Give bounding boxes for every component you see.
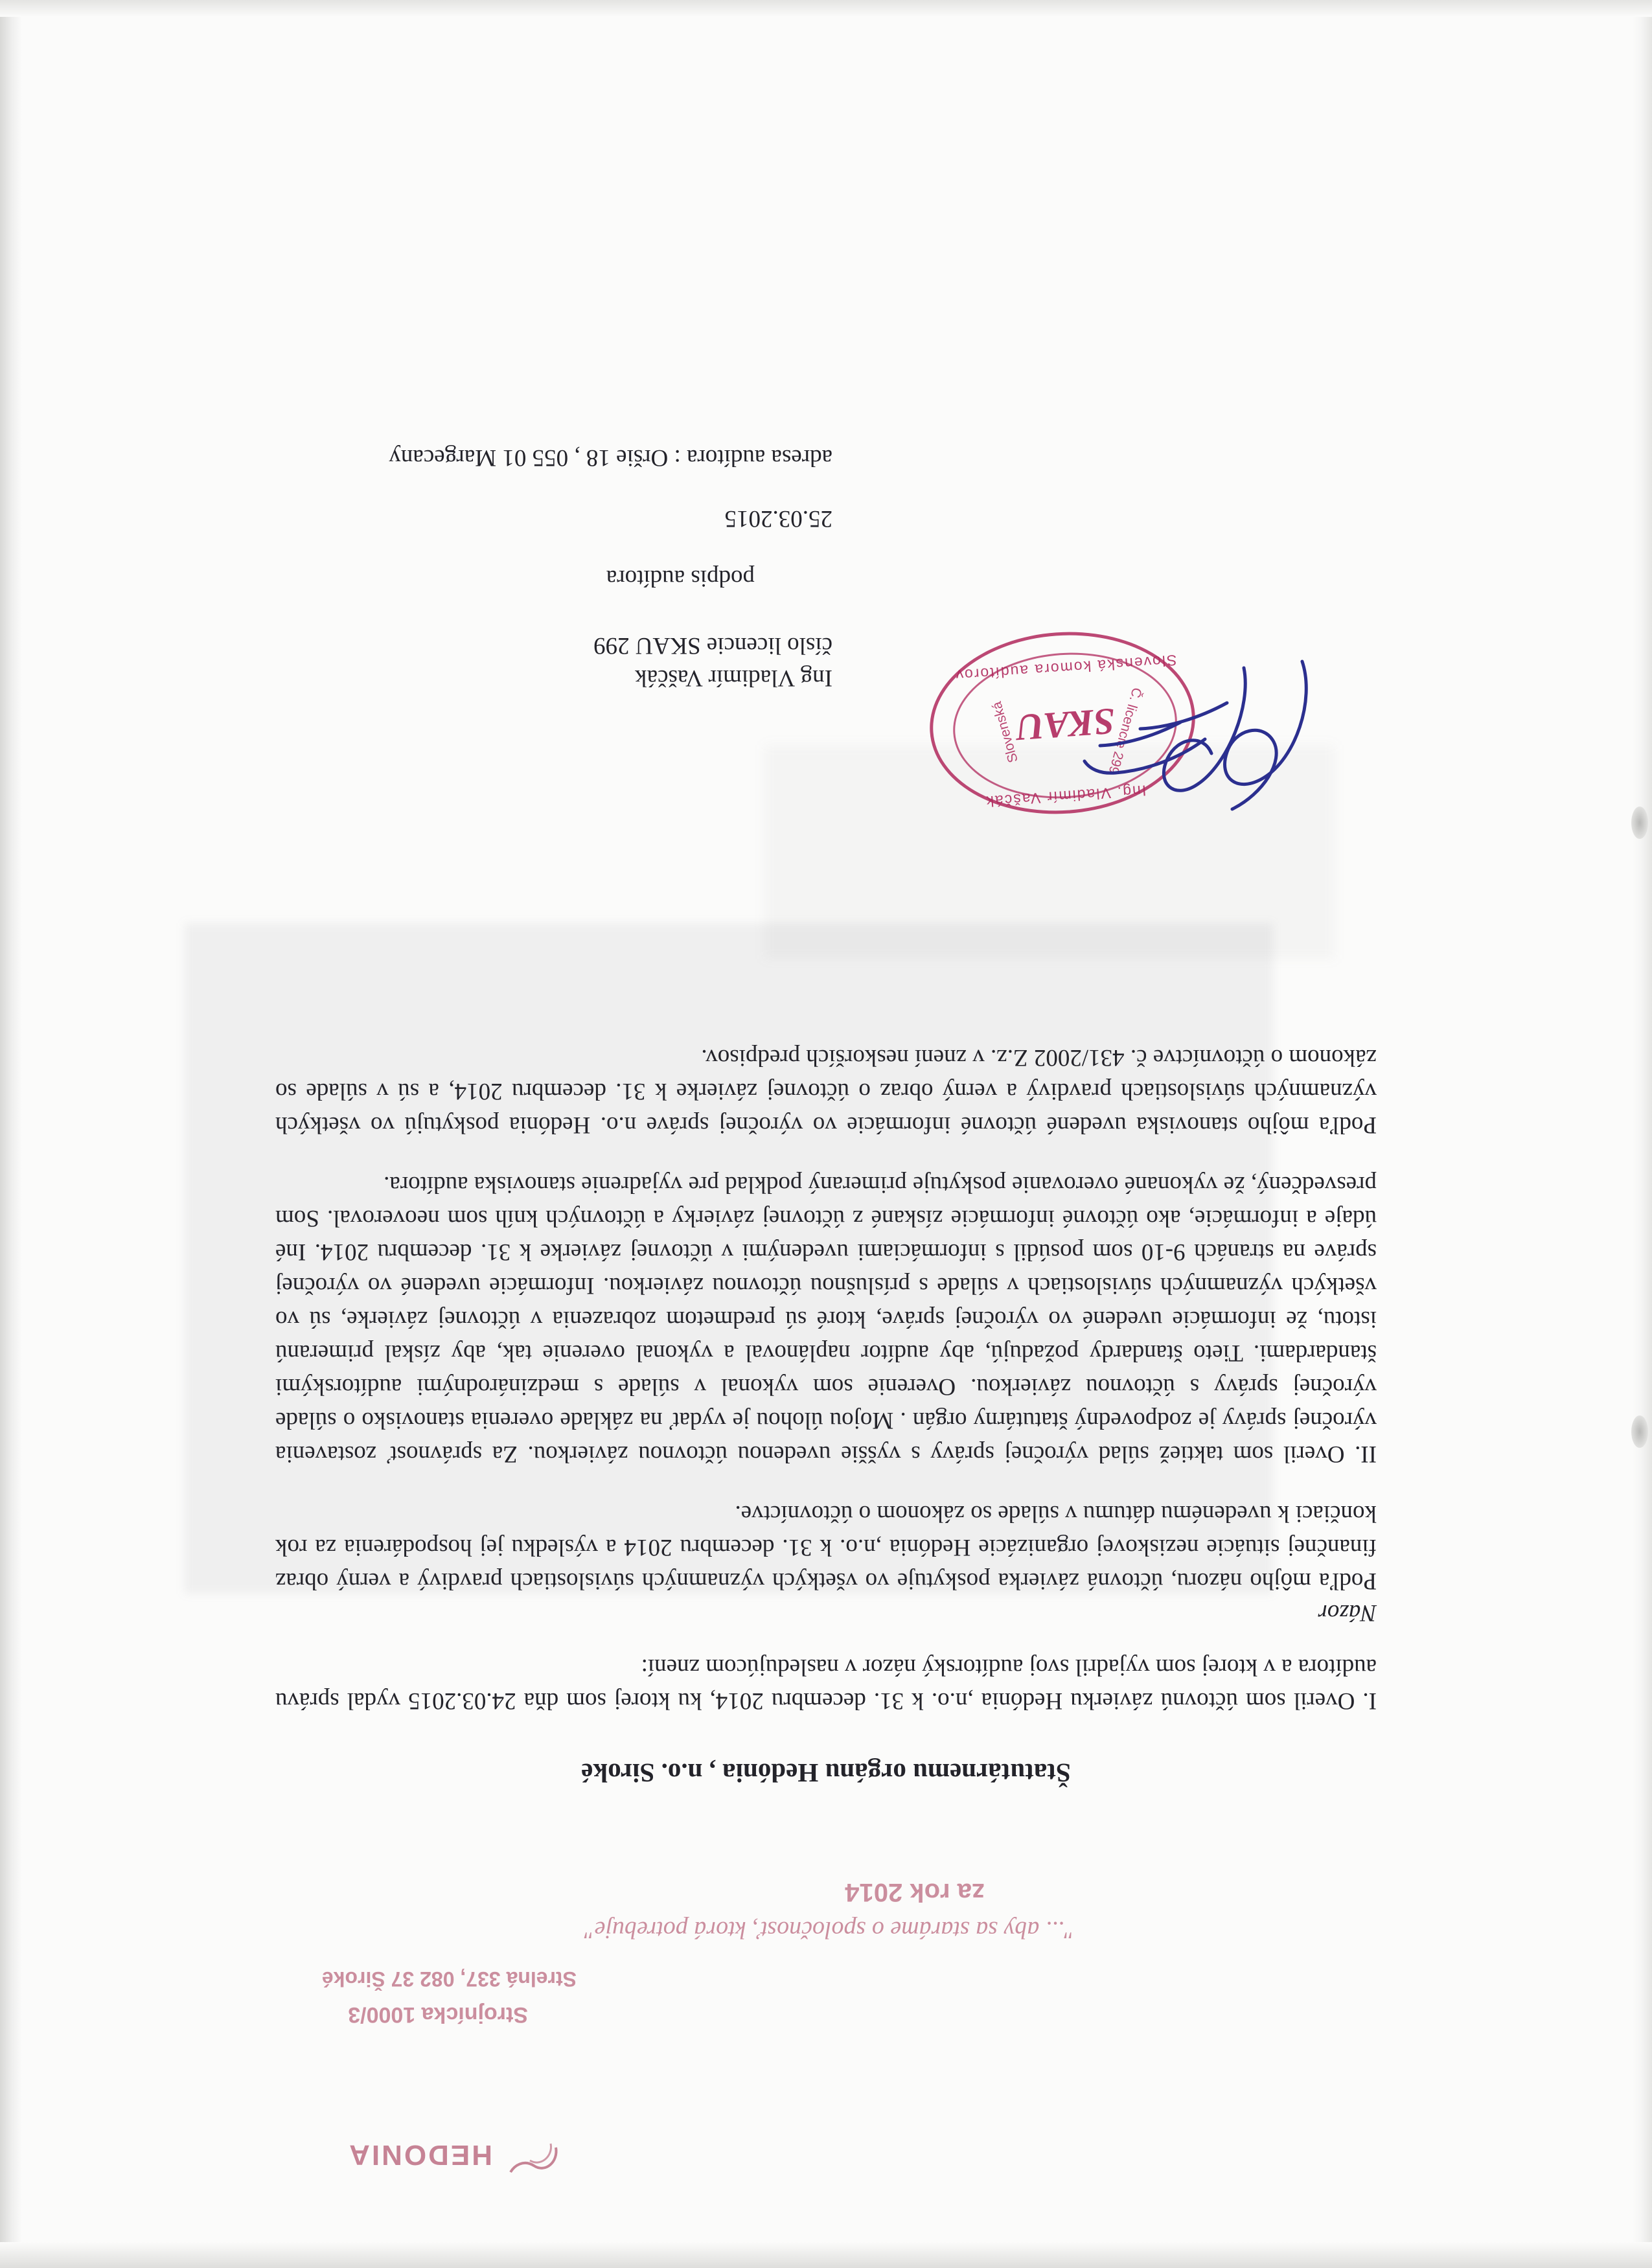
document-body	[275, 1031, 1377, 1789]
letterhead-address-line1: Strojnícka 1000/3	[348, 2002, 528, 2027]
stamp-licence-number: Č. licencie 299	[1105, 685, 1145, 776]
stamp-chamber-abbreviation: SKAU	[1015, 700, 1116, 750]
paragraph-1: I. Overil som účtovnú závierku Hedónia ,n.o. k 31. decembru 2014, ku ktorej som dňa 24.03.2015 vydal správu audítora a v ktorej som vyjadril svoj audítorský názor v nasledujúcom znení:	[275, 1654, 1377, 1714]
paragraph-4: Podľa môjho stanoviska uvedené účtovné informácie vo výročnej správe n.o. Hedónia poskytujú vo všetkých významných súvislostiach pravdivý a verný obraz o účtovnej závierke k 31. decembru 2014, a sú v súlade so zákonom o účtovníctve č. 431/2002 Z.z. v znení neskorších predpisov.	[275, 1044, 1377, 1138]
stamp-chamber-name: Slovenská komora audítorov	[954, 652, 1178, 684]
stamp-auditor-name: Ing. Vladimír Vaščák	[984, 782, 1147, 810]
report-year: za rok 2014	[845, 1878, 985, 1907]
auditor-name: Ing Vladimír Vaščák	[635, 665, 832, 691]
stamp-side-text: Slovenská	[989, 700, 1021, 764]
addressee-heading: Štatutárnemu orgánu Hedónia , n.o. Siroké	[581, 1758, 1071, 1788]
report-caption: "... aby sa staráme o spoločnosť, ktorá potrebuje"	[584, 1916, 1075, 1943]
opinion-heading: Názor	[1318, 1599, 1377, 1626]
auditor-address: adresa audítora : Oršie 18 , 055 01 Margecany	[389, 444, 832, 471]
letterhead-brand: HEDONIA	[347, 2139, 492, 2171]
paragraph-2: Podľa môjho názoru, účtovná závierka poskytuje vo všetkých významných súvislostiach pravdivý a verný obraz finančnej situácie neziskovej organizácie Hedónia ,n.o. k 31. decembru 2014 a výsledku jej hospodárenia za rok končiaci k uvedenému dátumu v súlade so zákonom o účtovníctve.	[275, 1500, 1377, 1594]
signature-caption: podpis audítora	[606, 565, 755, 591]
signature-date: 25.03.2015	[724, 505, 832, 532]
letterhead-address-line2: Strelná 337, 082 37 Široké	[321, 1967, 577, 1991]
auditor-licence-number: číslo licencie SKAU 299	[593, 632, 832, 659]
letterhead	[78, 2138, 492, 2171]
signature-block	[249, 441, 832, 694]
hedonia-logo-icon	[503, 2137, 562, 2180]
paragraph-3: II. Overil som taktiež súlad výročnej správy s vyššie uvedenou účtovnou závierkou. Za správnosť zostavenia výročnej správy je zodpovedný štatutárny orgán . Mojou úlohou je vydať na základe overenia stanovisko o súlade výročnej správy s účtovnou závierkou. Overenie som vykonal v súlade s medzinárodnými audítorskými štandardami. Tieto štandardy požadujú, aby audítor naplánoval a vykonal overenie tak, aby získal primeranú istotu, že informácie uvedené vo výročnej správe, ktoré sú predmetom zobrazenia v účtovnej závierke, sú vo všetkých významných súvislostiach v súlade s príslušnou účtovnou závierkou. Informácie uvedené vo výročnej správe na stranách 9-10 som posúdil s informáciami uvedenými v účtovnej závierke k 31. decembru 2014. Iné údaje a informácie, ako účtovné informácie získané z účtovnej závierky a účtovných kníh som neoveroval. Som presvedčený, že vykonané overovanie poskytuje primeraný podklad pre vyjadrenie stanoviska audítora.	[275, 1171, 1377, 1467]
handwritten-signature	[1069, 642, 1341, 856]
